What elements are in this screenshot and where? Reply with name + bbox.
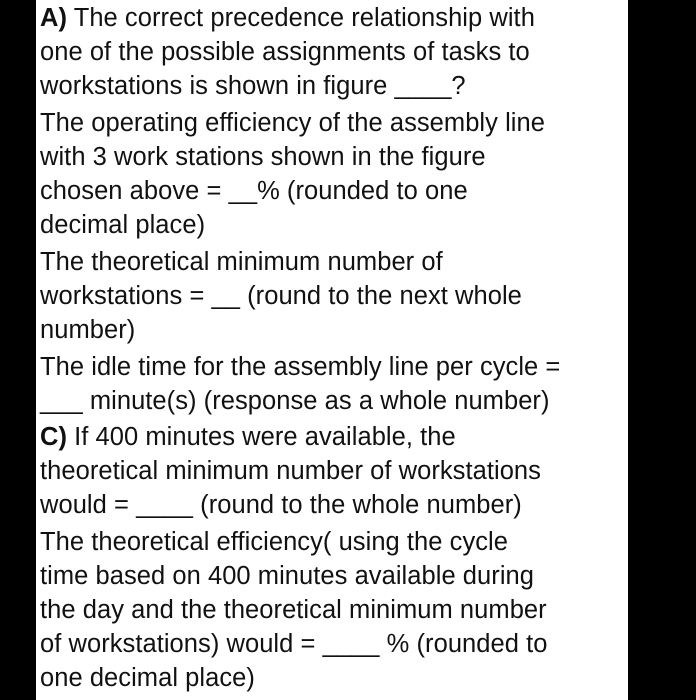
question-c-line-2: theoretical minimum number of workstations <box>40 457 541 485</box>
theoretical-efficiency-line-1: The theoretical efficiency( using the cycle <box>40 528 508 556</box>
question-document <box>36 0 628 700</box>
min-workstations-line-3: number) <box>40 316 136 344</box>
idle-time-line-1: The idle time for the assembly line per cycle = <box>40 353 561 381</box>
theoretical-efficiency-line-5: one decimal place) <box>40 664 255 692</box>
idle-time-line-2: ___ minute(s) (response as a whole number) <box>40 387 550 415</box>
question-a-line-1: The correct precedence relationship with <box>67 4 535 32</box>
question-c-line-3: would = ____ (round to the whole number) <box>40 491 522 519</box>
efficiency-question-line-4: decimal place) <box>40 211 206 239</box>
question-a-line-3: workstations is shown in figure ____? <box>40 72 466 100</box>
part-c-label: C) <box>40 423 68 451</box>
question-c-heading <box>40 421 456 455</box>
theoretical-efficiency-line-4: of workstations) would = ____ % (rounded to <box>40 630 548 658</box>
theoretical-efficiency-line-2: time based on 400 minutes available during <box>40 562 534 590</box>
efficiency-question-line-3: chosen above = __% (rounded to one <box>40 177 468 205</box>
efficiency-question-line-1: The operating efficiency of the assembly line <box>40 109 545 137</box>
question-a-line-2: one of the possible assignments of tasks to <box>40 38 530 66</box>
min-workstations-line-2: workstations = __ (round to the next whole <box>40 282 522 310</box>
question-a-heading <box>40 2 535 36</box>
efficiency-question-line-2: with 3 work stations shown in the figure <box>40 143 486 171</box>
min-workstations-line-1: The theoretical minimum number of <box>40 248 443 276</box>
part-a-label: A) <box>40 4 68 32</box>
question-c-line-1: If 400 minutes were available, the <box>67 423 456 451</box>
theoretical-efficiency-line-3: the day and the theoretical minimum number <box>40 596 547 624</box>
